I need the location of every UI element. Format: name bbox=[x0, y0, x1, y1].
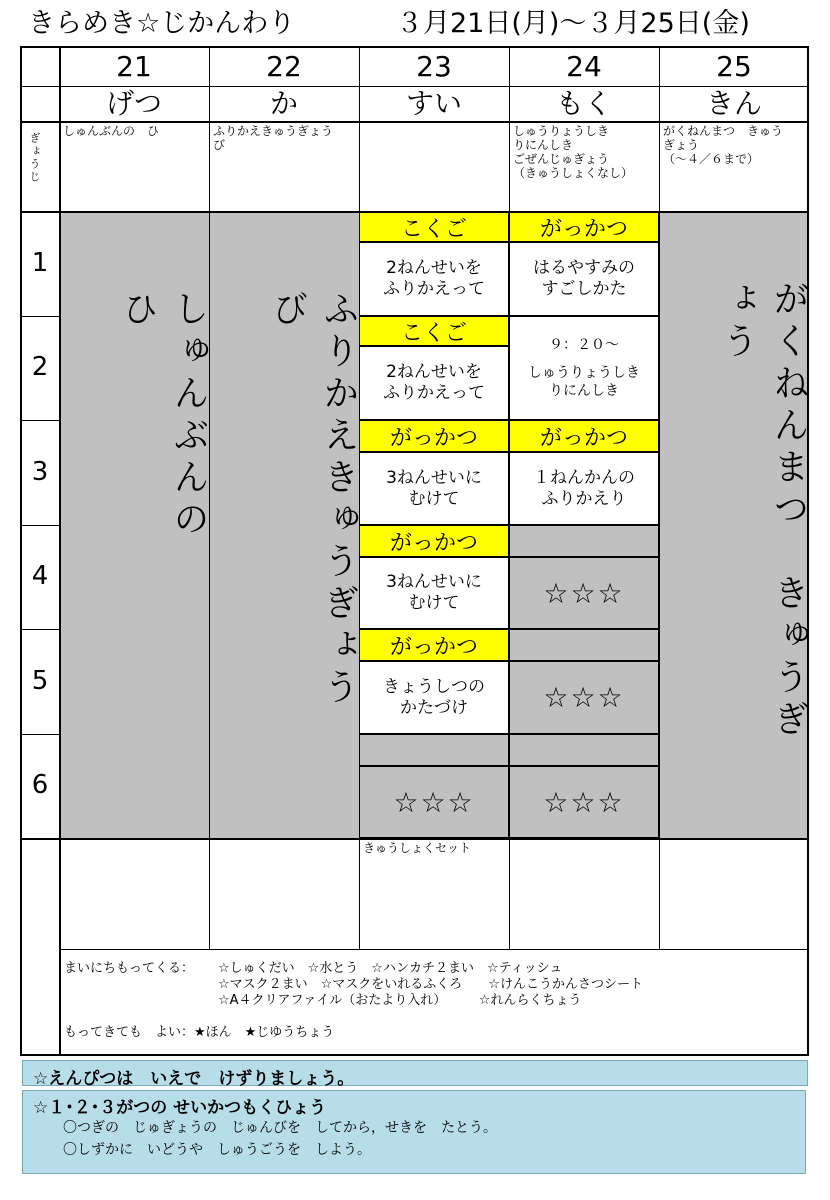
wed-p6-top bbox=[359, 734, 509, 766]
life-goal-2: 〇しずかに いどうや しゅうごうを しよう。 bbox=[63, 1142, 371, 1158]
thu-p2-cell bbox=[509, 316, 659, 420]
thu-p3-subject: がっかつ bbox=[509, 420, 659, 452]
day-number-wed: 23 bbox=[416, 50, 452, 83]
life-goal-title: ☆１･２･３がつの せいかつもくひょう bbox=[33, 1098, 327, 1118]
optional-items: もってきても よい：★ほん ★じゆうちょう bbox=[64, 1025, 335, 1040]
holiday-text-mon: しゅんぶんの ひ bbox=[117, 290, 209, 584]
wed-p5-content: きょうしつの かたづけ bbox=[359, 661, 509, 734]
thu-p1-content: はるやすみの すごしかた bbox=[509, 242, 659, 316]
wed-p4-content: 3ねんせいに むけて bbox=[359, 557, 509, 629]
belongings-line3: ☆A４クリアファイル（おたより入れ） ☆れんらくちょう bbox=[218, 993, 582, 1008]
thu-p4-stars: ☆☆☆ bbox=[509, 557, 659, 629]
period-number-4: 4 bbox=[31, 561, 49, 591]
thu-p6-stars: ☆☆☆ bbox=[509, 766, 659, 838]
thu-p5-stars: ☆☆☆ bbox=[509, 661, 659, 734]
day-number-fri: 25 bbox=[716, 50, 752, 83]
pencil-notice: ☆えんぴつは いえで けずりましょう。 bbox=[33, 1069, 355, 1089]
holiday-text-fri: がくねんまつ きゅうぎょう bbox=[717, 280, 809, 742]
pencil-notice-banner bbox=[22, 1060, 808, 1089]
wed-p1-subject: こくご bbox=[359, 212, 509, 242]
wed-p3-subject: がっかつ bbox=[359, 420, 509, 452]
thu-p2-time: ９：２０〜 bbox=[549, 337, 619, 353]
gyouji-label: ぎょうじ bbox=[28, 132, 41, 184]
day-name-fri: きん bbox=[705, 87, 762, 120]
thu-p5-top bbox=[509, 629, 659, 661]
page-title: きらめき☆じかんわり bbox=[28, 8, 296, 39]
wed-p3-content: 3ねんせいに むけて bbox=[359, 452, 509, 525]
event-mon: しゅんぶんの ひ bbox=[63, 124, 160, 138]
thu-p2-content: しゅうりょうしき りにんしき bbox=[528, 365, 640, 399]
wed-p2-content: 2ねんせいを ふりかえって bbox=[359, 346, 509, 420]
day-name-wed: すい bbox=[405, 87, 462, 120]
period-number-2: 2 bbox=[31, 352, 49, 382]
life-goal-1: 〇つぎの じゅぎょうの じゅんびを してから，せきを たとう。 bbox=[63, 1120, 497, 1136]
wed-after-note: きゅうしょくセット bbox=[363, 841, 472, 855]
belongings-line2: ☆マスク２まい ☆マスクをいれるふくろ ☆けんこうかんさつシート bbox=[218, 977, 643, 992]
wed-p4-subject: がっかつ bbox=[359, 525, 509, 557]
day-number-thu: 24 bbox=[566, 50, 602, 83]
event-fri: がくねんまつ きゅう ぎょう （〜４／６まで） bbox=[663, 124, 784, 166]
wed-p6-stars: ☆☆☆ bbox=[359, 766, 509, 838]
life-goal-banner bbox=[22, 1090, 806, 1174]
thu-p1-subject: がっかつ bbox=[509, 212, 659, 242]
thu-p4-top bbox=[509, 525, 659, 557]
wed-p5-subject: がっかつ bbox=[359, 629, 509, 661]
thu-p3-content: １ねんかんの ふりかえり bbox=[509, 452, 659, 525]
day-name-mon: げつ bbox=[105, 87, 162, 120]
period-number-3: 3 bbox=[31, 457, 49, 487]
period-number-1: 1 bbox=[31, 248, 49, 278]
day-number-tue: 22 bbox=[266, 50, 302, 83]
period-number-5: 5 bbox=[31, 666, 49, 696]
wed-p1-content: 2ねんせいを ふりかえって bbox=[359, 242, 509, 316]
belongings-label: まいにちもってくる： bbox=[64, 961, 195, 976]
event-thu: しゅうりょうしき りにんしき ごぜんじゅぎょう （きゅうしょくなし） bbox=[513, 124, 634, 180]
event-tue: ふりかえきゅうぎょう び bbox=[213, 124, 334, 152]
day-number-mon: 21 bbox=[116, 50, 152, 83]
day-name-thu: もく bbox=[555, 87, 612, 120]
wed-p2-subject: こくご bbox=[359, 316, 509, 346]
thu-p6-top bbox=[509, 734, 659, 766]
date-range: ３月21日(月)〜３月25日(金) bbox=[396, 8, 750, 39]
period-number-6: 6 bbox=[31, 770, 49, 800]
day-name-tue: か bbox=[269, 87, 298, 120]
holiday-text-tue: ふりかえきゅうぎょうび bbox=[267, 290, 359, 710]
belongings-line1: ☆しゅくだい ☆水とう ☆ハンカチ２まい ☆ティッシュ bbox=[218, 961, 563, 976]
